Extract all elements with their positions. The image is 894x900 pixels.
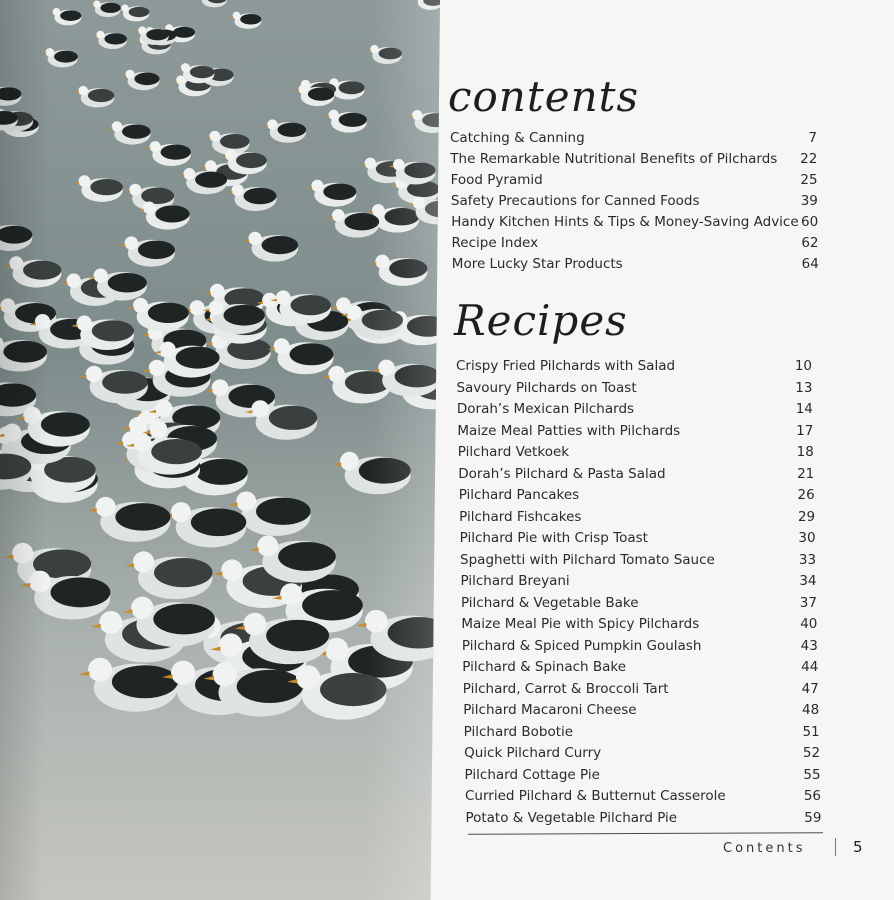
recipes-entry-title: Quick Pilchard Curry [464,745,602,761]
recipes-entry-page: 33 [798,551,817,568]
recipes-entry-page: 13 [795,379,813,396]
recipes-entry [459,507,839,527]
contents-entry-title: Food Pyramid [450,172,543,188]
contents-entry-page: 39 [800,193,818,209]
recipes-entry [459,485,839,505]
recipes-entry-title: Spaghetti with Pilchard Tomato Sauce [460,551,715,568]
recipes-entry-title: Dorah’s Pilchard & Pasta Salad [458,465,666,482]
recipes-entry-page: 59 [804,809,822,826]
contents-entry [452,233,832,253]
recipes-entry-page: 26 [797,487,815,503]
contents-entry [450,149,830,169]
contents-entry [450,128,830,148]
contents-entry-page: 60 [801,214,819,230]
recipes-entry-page: 29 [797,508,816,525]
recipes-entry [464,722,844,742]
recipes-entry [458,442,838,462]
recipes-entry-title: Pilchard, Carrot & Broccoli Tart [462,680,669,697]
recipes-entry-title: Dorah’s Mexican Pilchards [456,401,635,417]
contents-entry-title: Handy Kitchen Hints & Tips & Money-Saving Advice [451,214,799,230]
recipes-entry [464,743,844,763]
recipes-entry-title: Pilchard & Vegetable Bake [460,594,639,611]
contents-entry-title: Safety Precautions for Canned Foods [450,193,700,209]
recipes-entry-title: Pilchard Bobotie [463,723,574,740]
recipes-entry-page: 30 [798,530,816,546]
seagull-photo [0,0,440,900]
recipes-entry [460,550,840,570]
contents-entry-title: More Lucky Star Products [451,256,623,272]
recipes-entry-page: 34 [799,573,817,589]
recipes-entry-title: Curried Pilchard & Butternut Casserole [465,788,726,804]
recipes-entry [461,593,841,613]
recipes-entry [465,786,845,806]
recipes-entry-page: 52 [802,745,821,761]
contents-list [450,128,830,278]
recipes-entry-page: 44 [801,659,819,675]
recipes-entry-title: Pilchard Vetkoek [457,444,570,460]
recipes-entry [465,765,845,785]
recipes-entry [465,808,845,828]
recipes-entry-title: Pilchard Cottage Pie [464,766,600,783]
recipes-entry-title: Pilchard Macaroni Cheese [463,702,637,718]
recipes-entry [462,657,842,677]
recipes-entry-page: 40 [800,616,818,632]
recipes-entry [456,356,836,376]
recipes-entry-page: 55 [803,766,821,783]
recipes-entry-title: Potato & Vegetable Pilchard Pie [465,809,678,826]
recipes-entry-title: Maize Meal Pie with Spicy Pilchards [461,616,700,632]
recipes-entry-page: 51 [802,723,820,740]
recipes-entry [461,571,841,591]
contents-entry-page: 25 [800,172,818,188]
recipes-entry-title: Savoury Pilchards on Toast [456,379,637,396]
recipes-entry-page: 47 [801,680,819,697]
contents-entry-title: The Remarkable Nutritional Benefits of Pilchards [450,151,778,167]
recipes-entry-page: 17 [796,422,814,439]
contents-entry-page: 7 [808,130,817,146]
recipes-entry-page: 14 [795,401,813,417]
recipes-list [456,356,836,826]
contents-entry [451,212,831,232]
contents-entry-title: Catching & Canning [450,130,585,146]
recipes-entry [456,378,836,398]
contents-entry-page: 22 [800,151,818,167]
recipes-entry-page: 18 [796,444,814,460]
photo-shading [0,0,440,900]
recipes-entry-title: Pilchard Pancakes [458,487,580,503]
contents-entry [451,191,831,211]
recipes-entry-page: 48 [802,702,820,718]
recipes-entry [462,636,842,656]
recipes-entry-title: Pilchard Fishcakes [459,508,582,525]
contents-entry-page: 64 [801,256,819,272]
recipes-entry-page: 21 [797,465,815,482]
recipes-entry-page: 37 [799,594,817,611]
recipes-entry-page: 56 [803,788,821,804]
contents-entry-page: 62 [801,235,819,251]
recipes-entry-title: Pilchard & Spiced Pumpkin Goulash [461,637,702,654]
recipes-entry [463,700,843,720]
recipes-entry [463,679,843,699]
footer-section-label: Contents [723,841,806,856]
recipes-entry [458,464,838,484]
contents-entry [452,254,832,274]
recipes-entry-title: Pilchard & Spinach Bake [462,659,627,675]
recipes-entry [460,528,840,548]
footer-divider [835,838,836,856]
recipes-entry [461,614,841,634]
contents-entry [451,170,831,190]
recipes-entry-page: 43 [800,637,818,654]
recipes-entry [457,421,837,441]
recipes-entry [457,399,837,419]
recipes-entry-title: Pilchard Breyani [460,573,570,589]
recipes-entry-page: 10 [794,358,812,374]
recipes-entry-title: Maize Meal Patties with Pilchards [457,422,681,439]
contents-entry-title: Recipe Index [451,235,539,251]
contents-page [440,0,894,900]
contents-heading: contents [448,72,640,121]
recipes-heading: Recipes [454,296,628,345]
recipes-entry-title: Crispy Fried Pilchards with Salad [456,358,676,374]
page-number: 5 [853,838,863,856]
recipes-entry-title: Pilchard Pie with Crisp Toast [459,530,648,546]
